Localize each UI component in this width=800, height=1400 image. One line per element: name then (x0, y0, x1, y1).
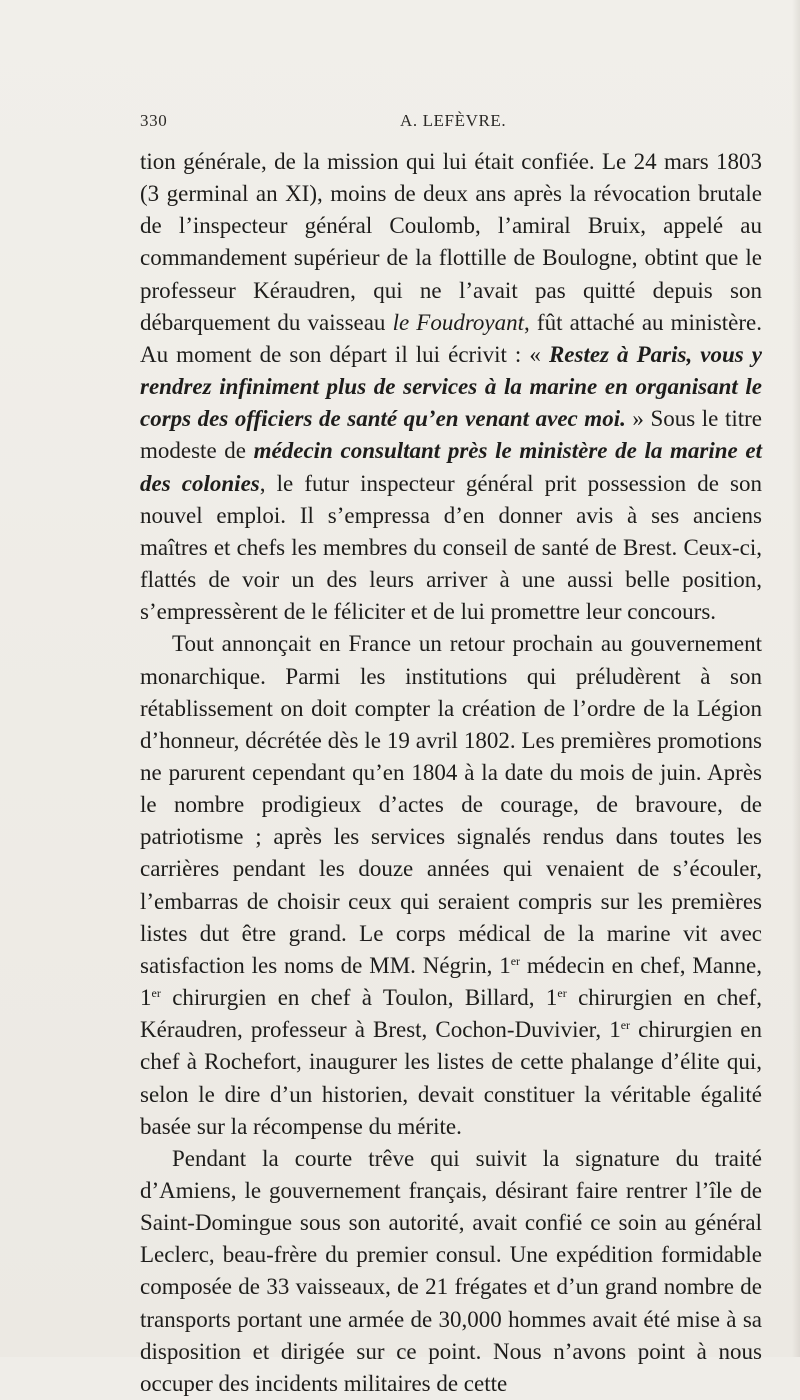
ordinal-superscript: er (557, 986, 567, 1001)
ordinal-superscript: er (620, 1018, 631, 1033)
running-title: A. LEFÈVRE. (400, 111, 507, 130)
paragraph-2 (140, 628, 762, 1143)
letter-quote: Restez à Paris, vous y rendrez infiniment plus de services à la marine en organisant le corps des officiers de santé qu’en venant avec moi. (140, 341, 762, 432)
main-text (140, 146, 763, 1396)
ordinal-superscript: er (151, 986, 161, 1001)
p2-text-e: chirurgien en chef à Rochefort, inaugurer les listes de cette phalange d’élite qui, selon le dire d’un historien, devait constituer la véritable égalité basée sur la récompense du mérite. (140, 1017, 763, 1139)
p2-text-b: médecin en chef, Manne, 1 (140, 952, 762, 1011)
page-edge-shadow (792, 0, 800, 1357)
paragraph-1 (140, 146, 762, 628)
page-number: 330 (140, 111, 168, 130)
p2-text-a: Tout annonçait en France un retour prochain au gouvernement monarchique. Parmi les institutions qui préludèrent à son rétablissement on doit compter la création de l’ordre de la Légion d’honneur, décrétée dès le 19 avril 1802. Les premières promotions ne parurent cependant qu’en 1804 à la date du mois de juin. Après le nombre prodigieux d’actes de courage, de bravoure, de patriotisme ; après les services signalés rendus dans toutes les carrières pendant les douze années qui venaient de s’écouler, l’embarras de choisir ceux qui seraient compris sur les premières listes dut être grand. Le corps médical de la marine vit avec satisfaction les noms de MM. Négrin, 1 (140, 631, 762, 978)
p2-text-c: chirurgien en chef à Toulon, Billard, 1 (160, 985, 558, 1011)
vessel-name: le Foudroyant (392, 309, 525, 335)
running-head (140, 111, 760, 135)
p1-text-c: » Sous le titre modeste de (140, 406, 762, 464)
paragraph-3: Pendant la courte trêve qui suivit la signature du traité d’Amiens, le gouvernement français, désirant faire rentrer l’île de Saint-Domingue sous son autorité, avait confié ce soin au général Leclerc, beau-frère du premier consul. Une expédition formidable composée de 33 vaisseaux, de 21 frégates et d’un grand nombre de transports portant une armée de 30,000 hommes avait été mise à sa disposition et dirigée sur ce point. Nous n’avons point à nous occuper des incidents militaires de cette (140, 1145, 762, 1396)
job-title: médecin consultant près le ministère de la marine et des colonies (140, 438, 763, 496)
p1-text-b: , fût attaché au ministère. Au moment de son départ il lui écrivit : « (140, 309, 762, 367)
p1-text-a: tion générale, de la mission qui lui était confiée. Le 24 mars 1803 (3 germinal an XI), moins de deux ans après la révocation brutale de l’inspecteur général Coulomb, l’amiral Bruix, appelé au commandement supérieur de la flottille de Boulogne, obtint que le professeur Kéraudren, qui ne l’avait pas quitté depuis son débarquement du vaisseau (140, 149, 762, 335)
p2-text-d: chirurgien en chef, Kéraudren, professeur à Brest, Cochon-Duvivier, 1 (140, 985, 762, 1043)
p1-text-d: , le futur inspecteur général prit possession de son nouvel emploi. Il s’empressa d’en donner avis à ses anciens maîtres et chefs les membres du conseil de santé de Brest. Ceux-ci, flattés de voir un des leurs arriver à une aussi belle position, s’empressèrent de le féliciter et de lui promettre leur concours. (140, 470, 762, 625)
ordinal-superscript: er (510, 953, 521, 968)
